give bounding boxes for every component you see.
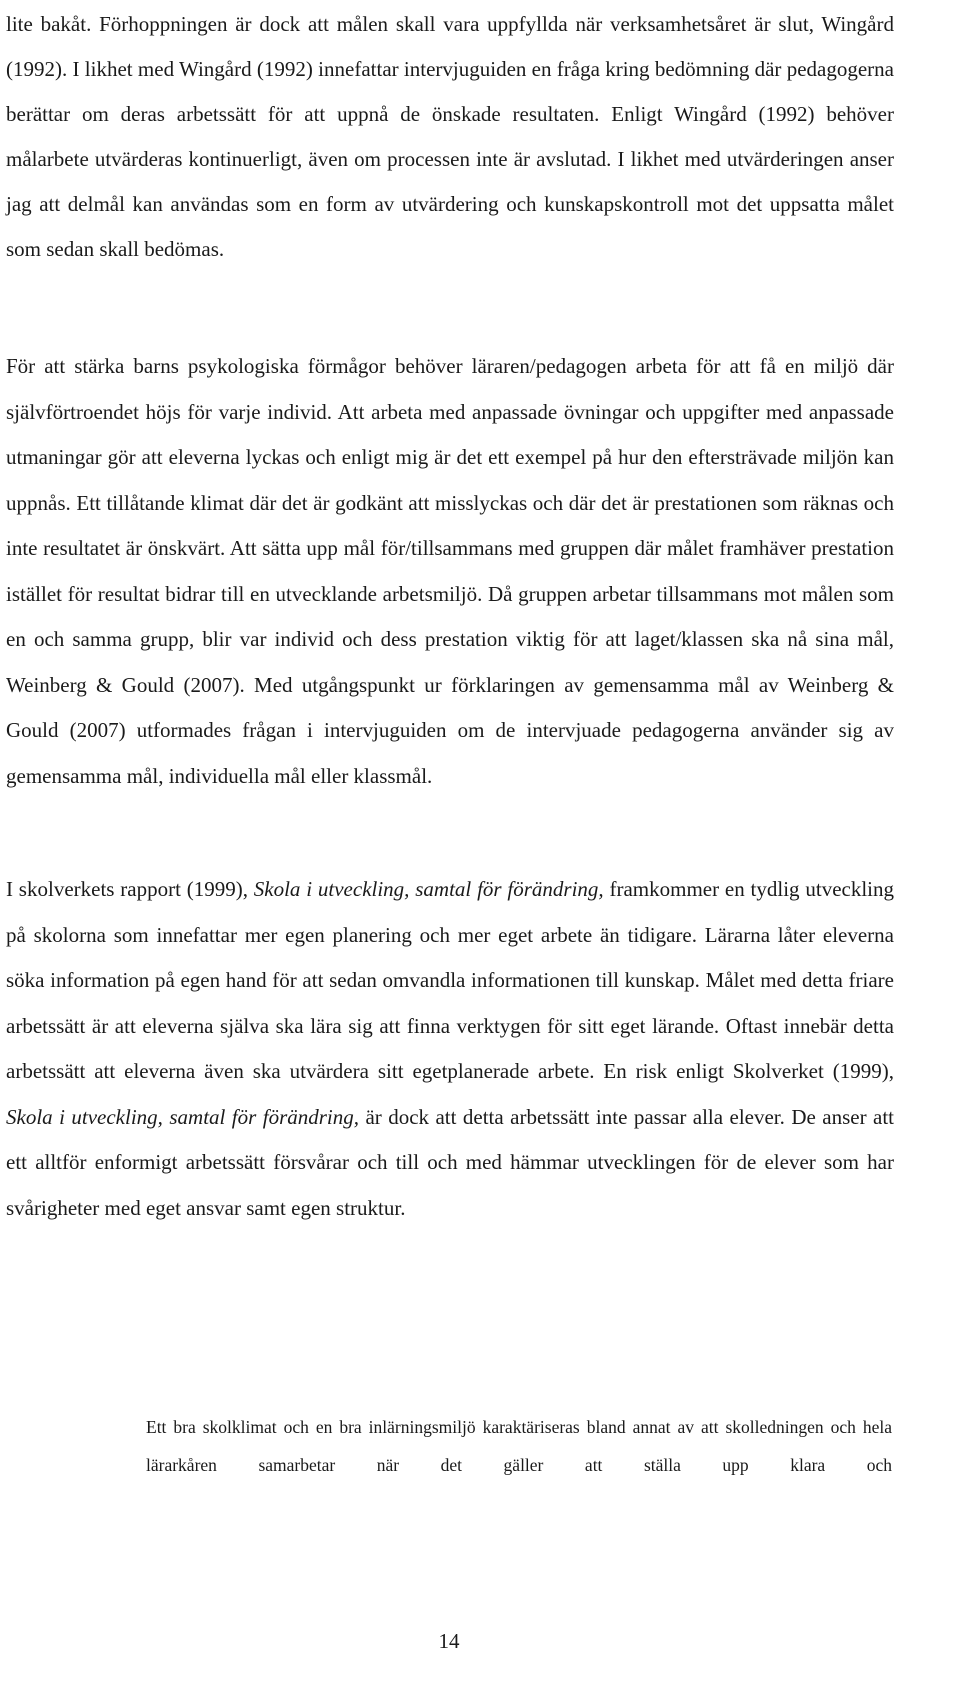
paragraph-text-segment: framkommer en tydlig utveckling på skolorna som innefattar mer egen planering och mer eget arbete än tidigare. Lärarna låter eleverna söka information på egen hand för att sedan omvandla informationen till kunskap. Målet med detta friare arbetssätt är att eleverna själva ska lära sig att finna verktygen för sitt eget lärande. Oftast innebär detta arbetssätt att eleverna även ska utvärdera sitt egetplanerade arbete. En risk enligt Skolverket (1999), <box>6 877 894 1083</box>
paragraph-goal-evaluation: lite bakåt. Förhoppningen är dock att målen skall vara uppfyllda när verksamhetsåret är slut, Wingård (1992). I likhet med Wingård (1992) innefattar intervjuguiden en fråga kring bedömning där pedagogerna berättar om deras arbetssätt för att uppnå de önskade resultaten. Enligt Wingård (1992) behöver målarbete utvärderas kontinuerligt, även om processen inte är avslutad. I likhet med utvärderingen anser jag att delmål kan användas som en form av utvärdering och kunskapskontroll mot det uppsatta målet som sedan skall bedömas. <box>6 12 894 261</box>
page-number: 14 <box>438 1629 460 1653</box>
report-title-italic: Skola i utveckling, samtal för förändring, <box>253 877 604 901</box>
paragraph-text-segment: I skolverkets rapport (1999), <box>6 877 254 901</box>
paragraph-text-segment: är dock att detta arbetssätt inte passar alla elever. De anser att ett alltför enformigt arbetssätt försvårar och till och med hämmar utvecklingen för de elever som har svårigheter med eget ansvar samt egen struktur. <box>6 1104 894 1220</box>
report-title-italic: Skola i utveckling, samtal för förändring, <box>6 1104 360 1129</box>
paragraph-skolverket-report <box>6 867 894 1231</box>
paragraph-psychological-abilities: För att stärka barns psykologiska förmågor behöver läraren/pedagogen arbeta för att få en miljö där självförtroendet höjs för varje individ. Att arbeta med anpassade övningar och uppgifter med anpassade utmaningar gör att eleverna lyckas och enligt mig är det ett exempel på hur den eftersträvade miljön kan uppnås. Ett tillåtande klimat där det är godkänt att misslyckas och där det är prestationen som räknas och inte resultatet är önskvärt. Att sätta upp mål för/tillsammans med gruppen där målet framhäver prestation istället för resultat bidrar till en utvecklande arbetsmiljö. Då gruppen arbetar tillsammans mot målen som en och samma grupp, blir var individ och dess prestation viktig för att laget/klassen ska nå sina mål, Weinberg & Gould (2007). Med utgångspunkt ur förklaringen av gemensamma mål av Weinberg & Gould (2007) utformades frågan i intervjuguiden om de intervjuade pedagogerna använder sig av gemensamma mål, individuella mål eller klassmål. <box>6 354 894 788</box>
block-quote: Ett bra skolklimat och en bra inlärningsmiljö karaktäriseras bland annat av att skolledningen och hela lärarkåren samarbetar när det gäller att ställa upp klara och <box>146 1417 892 1475</box>
